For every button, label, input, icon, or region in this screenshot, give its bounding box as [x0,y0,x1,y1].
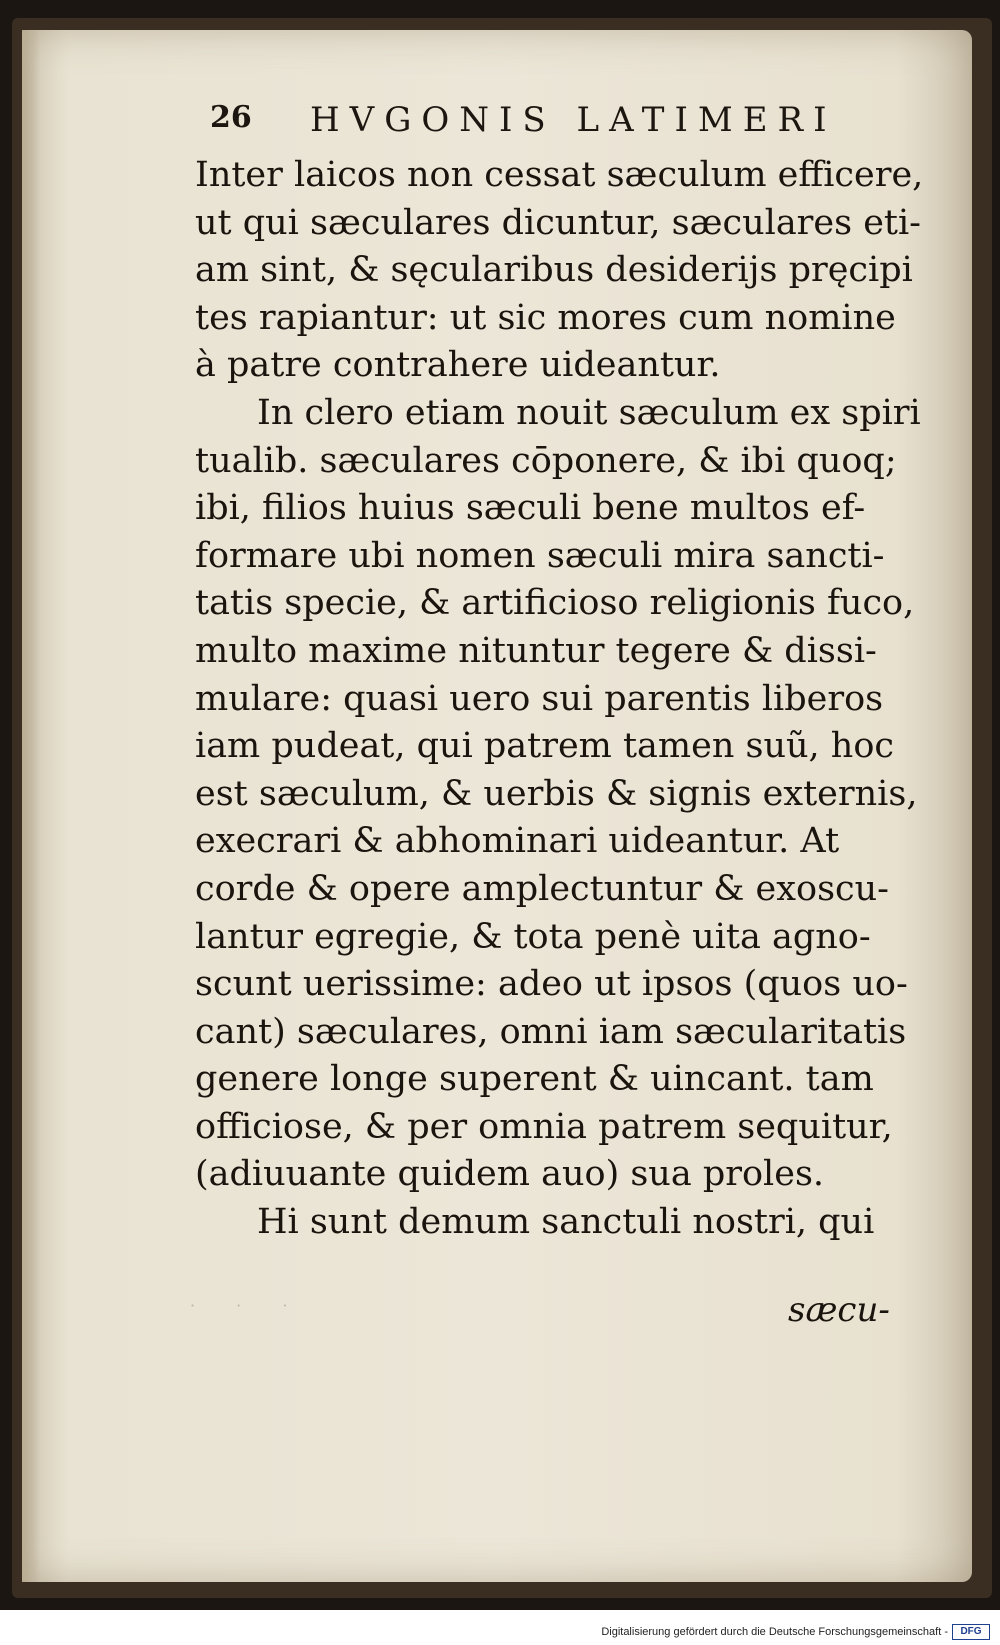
digitization-credit: Digitalisierung gefördert durch die Deutsche Forschungsgemeinschaft - [601,1626,948,1638]
text-line: lantur egregie, & tota penè uita agno- [195,916,871,957]
text-line: ut qui sæculares dicuntur, sæculares eti- [195,202,922,243]
text-line: multo maxime nituntur tegere & dissi- [195,630,877,671]
page-gutter-shadow [22,30,40,1582]
text-line: tatis specie, & artificioso religionis fuco, [195,583,915,624]
dfg-logo: DFG [952,1624,990,1640]
text-line: iam pudeat, qui patrem tamen suũ, hoc [195,726,894,767]
text-line: à patre contrahere uideantur. [195,345,721,386]
text-line: scunt uerissime: adeo ut ipsos (quos uo- [195,964,908,1005]
text-line: formare ubi nomen sæculi mira sancti- [195,535,885,576]
text-line: tualib. sæculares cōponere, & ibi quoq; [195,440,897,481]
text-line: ibi, filios huius sæculi bene multos ef- [195,488,866,529]
text-block [195,152,924,1247]
text-line: execrari & abhominari uideantur. At [195,821,840,862]
text-line: genere longe superent & uincant. tam [195,1059,874,1100]
text-line: corde & opere amplectuntur & exoscu- [195,868,890,909]
text-line: officiose, & per omnia patrem sequitur, [195,1106,893,1147]
text-line: Inter laicos non cessat sæculum efficere, [195,155,924,195]
running-title: HVGONIS LATIMERI [310,100,837,140]
text-line: mulare: quasi uero sui parentis liberos [195,678,884,719]
paragraph-start-line: In clero etiam nouit sæculum ex spiri [257,392,921,433]
text-line: (adiuuante quidem auo) sua proles. [195,1154,825,1195]
page-number: 26 [210,100,252,135]
text-line: tes rapiantur: ut sic mores cum nomine [195,297,896,338]
text-line: cant) sæculares, omni iam sæcularitatis [195,1011,907,1052]
ink-show-through: · · · [190,1296,306,1315]
paragraph-start-line: Hi sunt demum sanctuli nostri, qui [257,1202,875,1243]
catchword: sæcu- [788,1290,890,1330]
page-header [210,100,910,150]
text-line: am sint, & sęcularibus desiderijs pręcipi [195,250,913,291]
text-line: est sæculum, & uerbis & signis externis, [195,773,918,814]
